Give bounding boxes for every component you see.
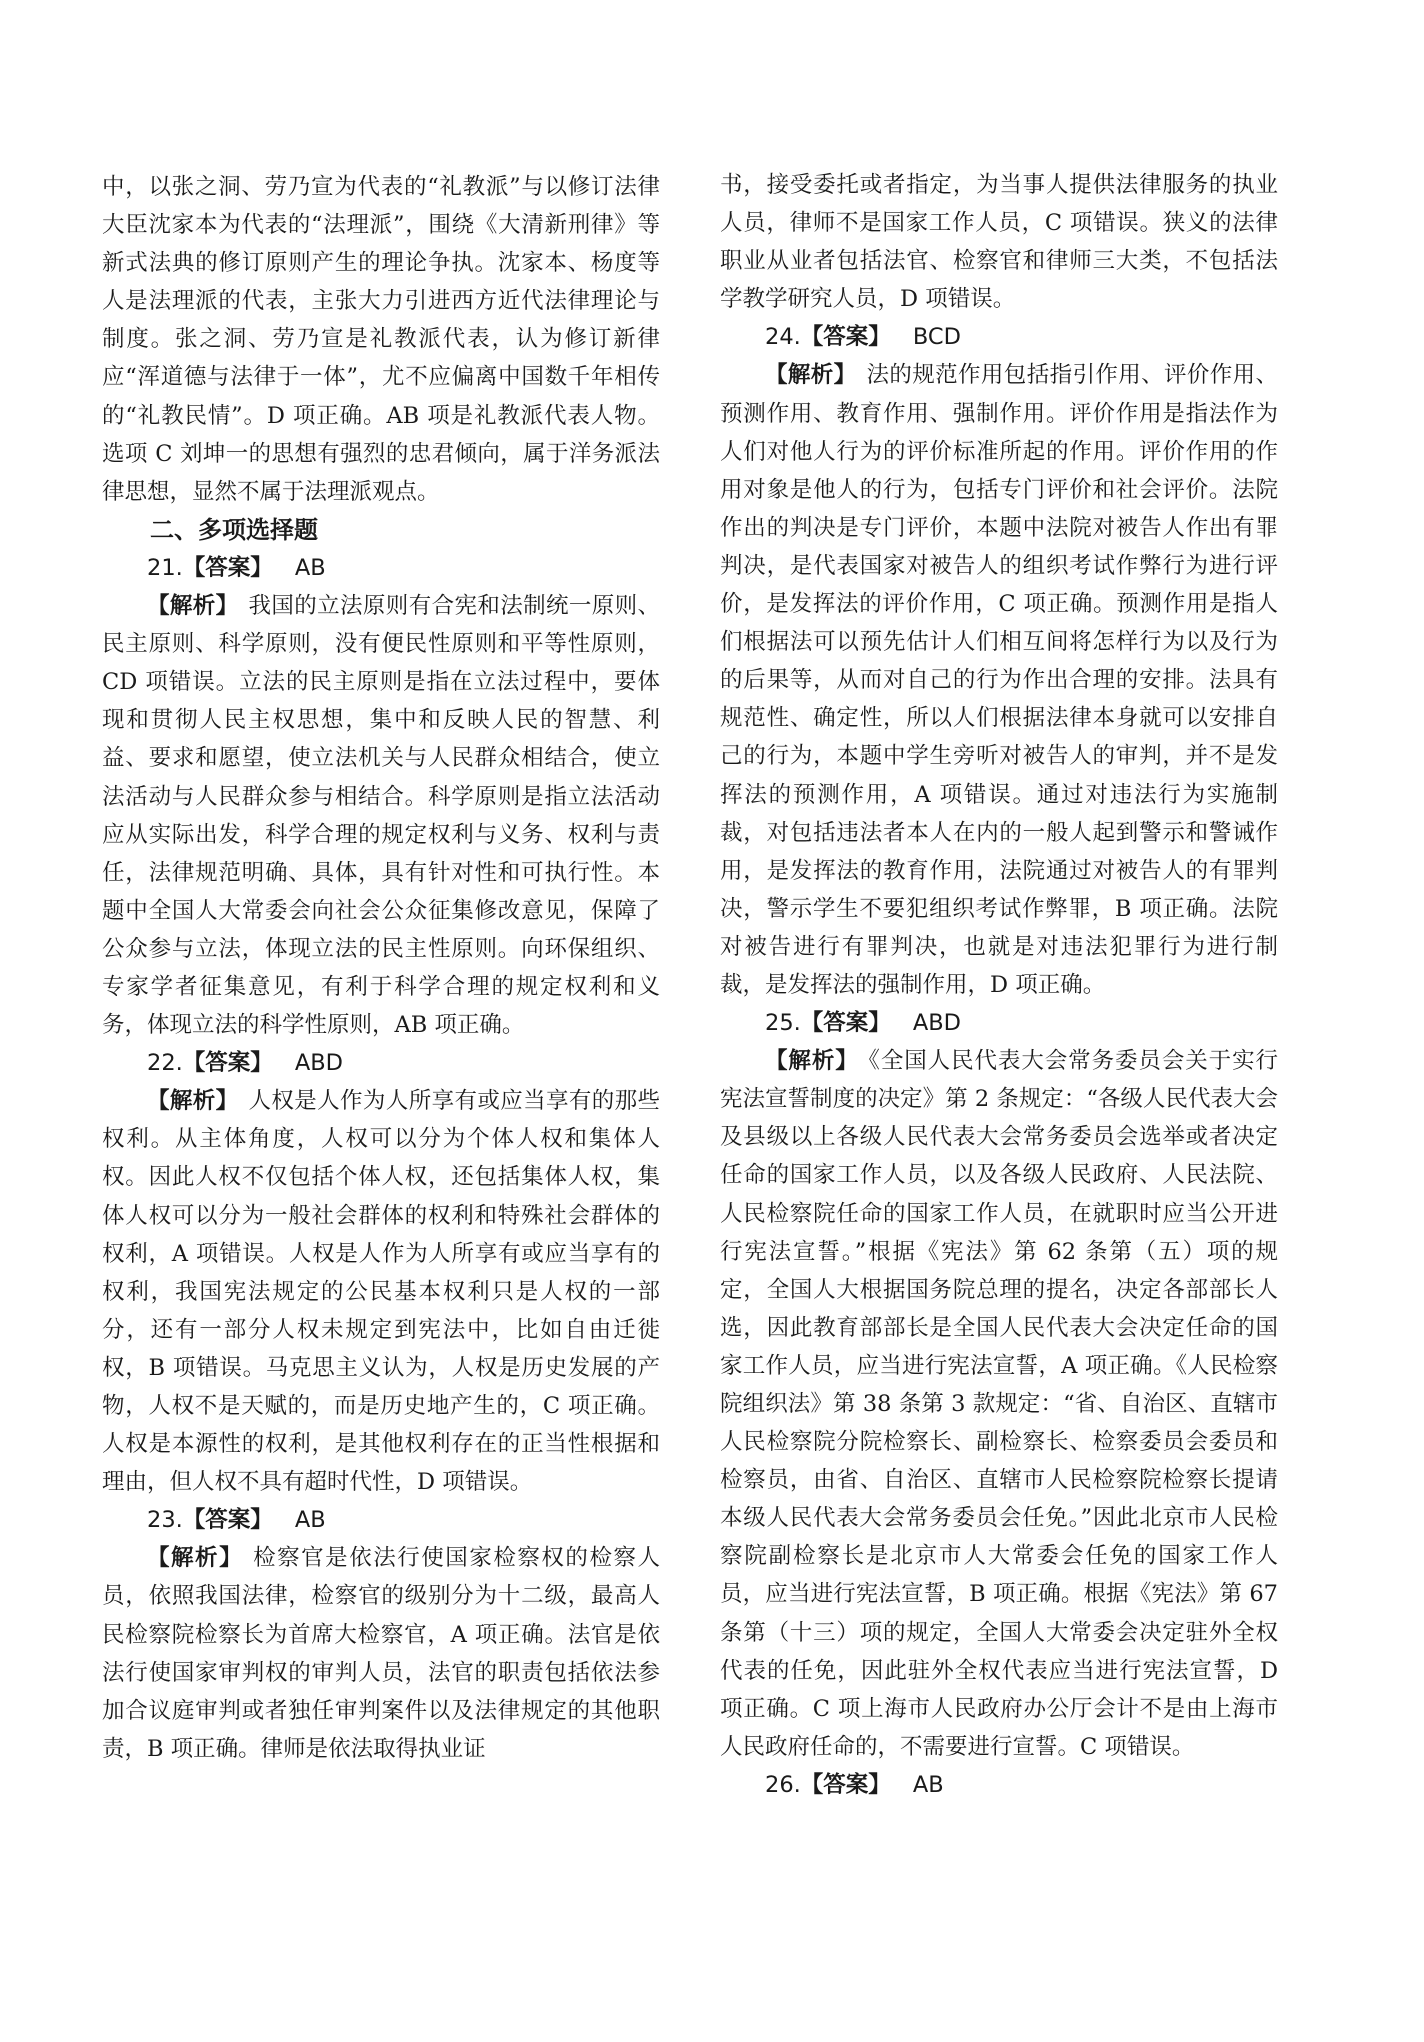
left-column [102, 168, 660, 1768]
explanation-text: 检察官是依法行使国家检察权的检察人员，依照我国法律，检察官的级别分为十二级，最高人民检察院检察长为首席大检察官，A 项正确。法官是依法行使国家审判权的审判人员，法官的职责包括依法参加合议庭审判或者独任审判案件以及法律规定的其他职责，B 项正确。律师是依法取得执业证 [102, 1545, 660, 1762]
question-number: 21. [147, 554, 183, 581]
continued-paragraph: 书，接受委托或者指定，为当事人提供法律服务的执业人员，律师不是国家工作人员，C 项错误。狭义的法律职业从业者包括法官、检察官和律师三大类，不包括法学教学研究人员，D 项错误。 [720, 172, 1278, 313]
answer-value: ABD [294, 1050, 343, 1077]
right-column [720, 166, 1278, 1804]
explanation-23 [102, 1539, 660, 1768]
answer-line-21 [102, 549, 660, 587]
answer-line-22 [102, 1044, 660, 1082]
answer-line-26 [720, 1766, 1278, 1804]
answer-label: 【答案】 [182, 1050, 273, 1077]
explanation-label: 【解析】 [147, 1088, 239, 1115]
intro-paragraph: 中，以张之洞、劳乃宣为代表的“礼教派”与以修订法律大臣沈家本为代表的“法理派”，围绕《大清新刑律》等新式法典的修订原则产生的理论争执。沈家本、杨度等人是法理派的代表，主张大力引进西方近代法律理论与制度。张之洞、劳乃宣是礼教派代表，认为修订新律应“浑道德与法律于一体”，尤不应偏离中国数千年相传的“礼教民情”。D 项正确。AB 项是礼教派代表人物。选项 C 刘坤一的思想有强烈的忠君倾向，属于洋务派法律思想，显然不属于法理派观点。 [102, 174, 660, 505]
explanation-21 [102, 587, 660, 1044]
question-number: 25. [765, 1010, 801, 1037]
question-number: 26. [765, 1771, 801, 1798]
answer-line-23 [102, 1501, 660, 1539]
answer-label: 【答案】 [182, 554, 273, 581]
question-number: 23. [147, 1507, 183, 1534]
answer-value: BCD [912, 324, 961, 351]
explanation-22 [102, 1082, 660, 1501]
answer-value: ABD [912, 1010, 961, 1037]
explanation-label: 【解析】 [765, 1048, 859, 1075]
explanation-text: 《全国人民代表大会常务委员会关于实行宪法宣誓制度的决定》第 2 条规定：“各级人民代表大会及县级以上各级人民代表大会常务委员会选举或者决定任命的国家工作人员，以及各级人民政府、人民法院、人民检察院任命的国家工作人员，在就职时应当公开进行宪法宣誓。”根据《宪法》第 62 条第（五）项的规定，全国人大根据国务院总理的提名，决定各部部长人选，因此教育部部长是全国人民代表大会决定任命的国家工作人员，应当进行宪法宣誓，A 项正确。《人民检察院组织法》第 38 条第 3 款规定：“省、自治区、直辖市人民检察院分院检察长、副检察长、检察委员会委员和检察员，由省、自治区、直辖市人民检察院检察长提请本级人民代表大会常务委员会任免。”因此北京市人民检察院副检察长是北京市人大常委会任免的国家工作人员，应当进行宪法宣誓，B 项正确。根据《宪法》第 67 条第（十三）项的规定，全国人大常委会决定驻外全权代表的任免，因此驻外全权代表应当进行宪法宣誓，D 项正确。C 项上海市人民政府办公厅会计不是由上海市人民政府任命的，不需要进行宣誓。C 项错误。 [720, 1048, 1278, 1760]
answer-line-25 [720, 1004, 1278, 1042]
answer-label: 【答案】 [182, 1507, 273, 1534]
question-number: 24. [765, 324, 801, 351]
answer-value: AB [294, 554, 326, 581]
explanation-text: 人权是人作为人所享有或应当享有的那些权利。从主体角度，人权可以分为个体人权和集体人权。因此人权不仅包括个体人权，还包括集体人权，集体人权可以分为一般社会群体的权利和特殊社会群体的权利，A 项错误。人权是人作为人所享有或应当享有的权利，我国宪法规定的公民基本权利只是人权的一部分，还有一部分人权未规定到宪法中，比如自由迁徙权，B 项错误。马克思主义认为，人权是历史发展的产物，人权不是天赋的，而是历史地产生的，C 项正确。人权是本源性的权利，是其他权利存在的正当性根据和理由，但人权不具有超时代性，D 项错误。 [102, 1088, 660, 1496]
explanation-label: 【解析】 [765, 362, 857, 389]
section-heading: 二、多项选择题 [150, 515, 318, 544]
explanation-label: 【解析】 [147, 1545, 244, 1572]
answer-label: 【答案】 [800, 1771, 891, 1798]
explanation-text: 我国的立法原则有合宪和法制统一原则、民主原则、科学原则，没有便民性原则和平等性原则，CD 项错误。立法的民主原则是指在立法过程中，要体现和贯彻人民主权思想，集中和反映人民的智慧、利益、要求和愿望，使立法机关与人民群众相结合，使立法活动与人民群众参与相结合。科学原则是指立法活动应从实际出发，科学合理的规定权利与义务、权利与责任，法律规范明确、具体，具有针对性和可执行性。本题中全国人大常委会向社会公众征集修改意见，保障了公众参与立法，体现立法的民主性原则。向环保组织、专家学者征集意见，有利于科学合理的规定权利和义务，体现立法的科学性原则，AB 项正确。 [102, 593, 660, 1039]
answer-value: AB [294, 1507, 326, 1534]
answer-label: 【答案】 [800, 324, 891, 351]
answer-label: 【答案】 [800, 1010, 891, 1037]
answer-value: AB [912, 1771, 944, 1798]
explanation-24 [720, 356, 1278, 1004]
question-number: 22. [147, 1050, 183, 1077]
explanation-25 [720, 1042, 1278, 1766]
explanation-label: 【解析】 [147, 593, 239, 620]
explanation-text: 法的规范作用包括指引作用、评价作用、预测作用、教育作用、强制作用。评价作用是指法作为人们对他人行为的评价标准所起的作用。评价作用的作用对象是他人的行为，包括专门评价和社会评价。法院作出的判决是专门评价，本题中法院对被告人作出有罪判决，是代表国家对被告人的组织考试作弊行为进行评价，是发挥法的评价作用，C 项正确。预测作用是指人们根据法可以预先估计人们相互间将怎样行为以及行为的后果等，从而对自己的行为作出合理的安排。法具有规范性、确定性，所以人们根据法律本身就可以安排自己的行为，本题中学生旁听对被告人的审判，并不是发挥法的预测作用，A 项错误。通过对违法行为实施制裁，对包括违法者本人在内的一般人起到警示和警诫作用，是发挥法的教育作用，法院通过对被告人的有罪判决，警示学生不要犯组织考试作弊罪，B 项正确。法院对被告进行有罪判决，也就是对违法犯罪行为进行制裁，是发挥法的强制作用，D 项正确。 [720, 362, 1278, 998]
answer-line-24 [720, 318, 1278, 356]
